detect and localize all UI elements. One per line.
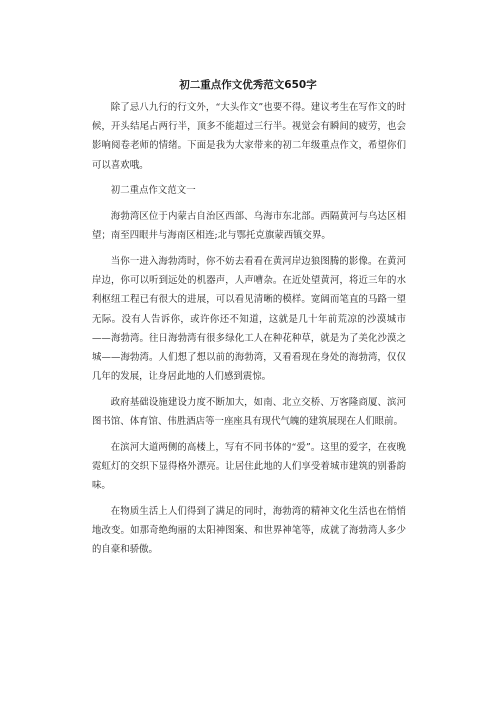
section-heading: 初二重点作文范文一 [110,185,196,197]
document-title: 初二重点作文优秀范文650字 [179,79,317,91]
paragraph-culture: 在物质生活上人们得到了满足的同时，海勃湾的精神文化生活也在悄悄地改变。如那奇绝绚丽的太阳神图案、和世界神笔等，成就了海勃湾人多少的自豪和骄傲。 [92,505,406,556]
paragraph-intro: 除了忌八九行的行文外，“大头作文”也要不得。建议考生在写作文的时候，开头结尾占两行半，顶多不能超过三行半。视觉会有瞬间的疲劳，也会影响阅卷老师的情绪。下面是我为大家带来的初二年级重点作文，希望你们可以喜欢哦。 [92,102,406,171]
paragraph-location: 海勃湾区位于内蒙古自治区西部、乌海市东北部。西隔黄河与乌达区相望；南至四眼井与海南区相连;北与鄂托克旗蒙西镇交界。 [92,211,406,242]
paragraph-infrastructure: 政府基础设施建设力度不断加大，如南、北立交桥、万客隆商厦、滨河图书馆、体育馆、伟胜酒店等一座座具有现代气魄的建筑展现在人们眼前。 [92,396,406,428]
paragraph-arrival: 当你一进入海勃湾时，你不妨去看看在黄河岸边狼图腾的影像。在黄河岸边，你可以听到远处的机器声，人声嘈杂。在近处望黄河，将近三年的水利枢纽工程已有很大的进展，可以看见清晰的模样。宽阔而笔直的马路一望无际。没有人告诉你，或许你还不知道，这就是几十年前荒凉的沙漠城市——海勃湾。往日海勃湾有很多绿化工人在种花种草，就是为了美化沙漠之城——海勃湾。人们想了想以前的海勃湾，又看看现在身处的海勃湾，仅仅几年的发展，让身居此地的人们感到震惊。 [92,255,406,383]
paragraph-love-characters: 在滨河大道两侧的高楼上，写有不同书体的“爱”。这里的爱字，在夜晚霓虹灯的交织下显得格外漂亮。让居住此地的人们享受着城市建筑的别番韵味。 [92,441,406,492]
document-body [92,98,406,566]
